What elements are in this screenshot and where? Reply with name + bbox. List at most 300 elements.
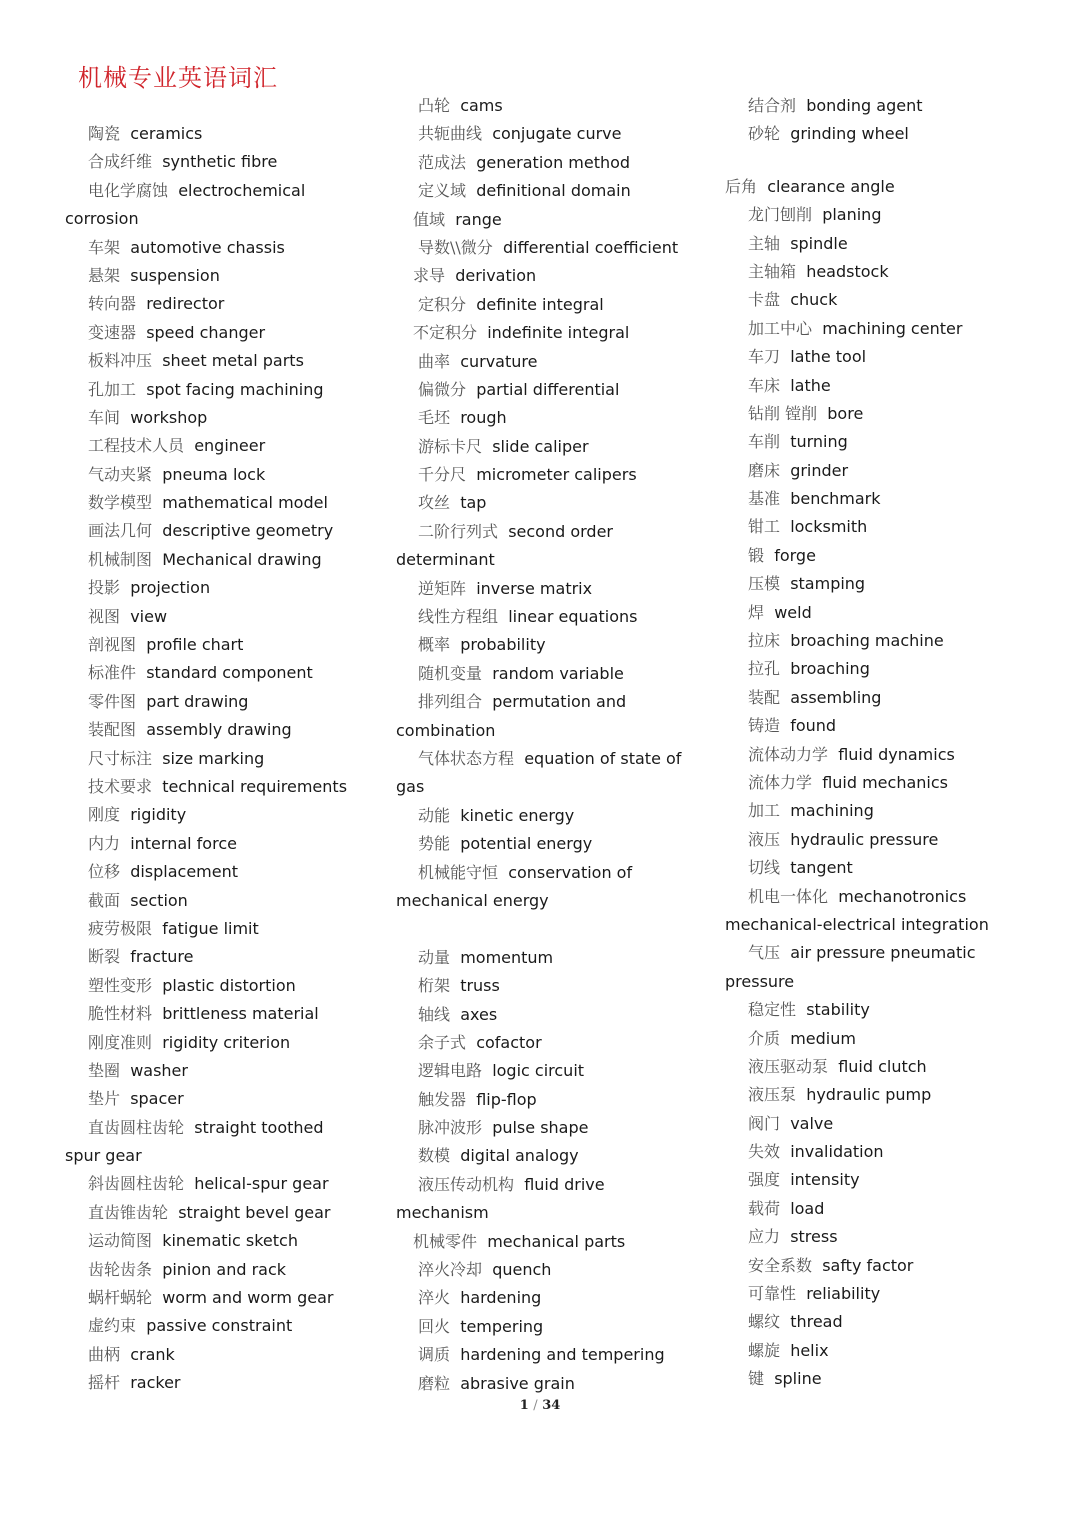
- vocab-entry: [65, 915, 347, 943]
- term-english: invalidation: [790, 1142, 884, 1162]
- term-chinese: 变速器: [88, 322, 137, 342]
- vocab-entry: [396, 1114, 681, 1142]
- term-chinese: 装配图: [88, 720, 137, 740]
- vocab-entry: [725, 968, 989, 996]
- term-english: bonding agent: [806, 96, 923, 115]
- vocab-entry: [396, 1171, 681, 1199]
- vocab-entry: [725, 854, 989, 882]
- term-chinese: 触发器: [418, 1089, 467, 1109]
- term-english: combination: [396, 720, 496, 740]
- term-english: workshop: [130, 407, 208, 427]
- vocab-column-2: [396, 92, 681, 1398]
- vocab-entry: [396, 120, 681, 148]
- term-chinese: 摇杆: [88, 1373, 121, 1393]
- vocab-entry: [725, 1110, 989, 1138]
- term-english: standard component: [146, 663, 313, 683]
- vocab-entry: [65, 489, 347, 517]
- vocab-entry: [725, 627, 989, 655]
- term-chinese: 键: [748, 1369, 765, 1389]
- term-chinese: 加工: [748, 801, 781, 821]
- vocab-entry: [65, 234, 347, 262]
- term-english: clearance angle: [767, 176, 895, 196]
- term-english: indefinite integral: [487, 323, 630, 343]
- vocab-entry: [65, 404, 347, 432]
- term-english: determinant: [396, 550, 495, 570]
- term-english: hydraulic pressure: [790, 829, 939, 849]
- term-english: technical requirements: [162, 776, 348, 796]
- term-chinese: 曲柄: [88, 1344, 121, 1364]
- term-english: lathe: [790, 375, 831, 395]
- term-english: internal force: [130, 833, 237, 853]
- term-chinese: 可靠性: [748, 1284, 797, 1304]
- vocab-column-3: [725, 92, 989, 1394]
- vocab-entry: [725, 1223, 989, 1251]
- page-current: 1: [519, 1398, 529, 1413]
- term-chinese: 毛坯: [418, 408, 451, 428]
- vocab-entry: [65, 830, 347, 858]
- term-chinese: 钻削 镗削: [748, 403, 818, 423]
- term-english: section: [130, 890, 188, 910]
- vocab-entry: [725, 1138, 989, 1166]
- term-chinese: 气体状态方程: [418, 748, 515, 768]
- term-english: cams: [460, 96, 503, 115]
- term-english: brittleness material: [162, 1004, 319, 1024]
- term-english: tap: [460, 493, 487, 513]
- vocab-entry: [65, 801, 347, 829]
- vocab-entry: [396, 92, 681, 120]
- vocab-entry: [396, 575, 681, 603]
- term-chinese: 投影: [88, 578, 121, 598]
- vocab-entry: [65, 1085, 347, 1113]
- vocab-entry: [725, 1252, 989, 1280]
- vocab-entry: [396, 1199, 681, 1227]
- term-chinese: 不定积分: [413, 323, 478, 343]
- term-chinese: 垫圈: [88, 1060, 121, 1080]
- vocab-entry: [396, 773, 681, 801]
- vocab-entry: [396, 717, 681, 745]
- vocab-entry: [396, 291, 681, 319]
- term-chinese: 淬火: [418, 1288, 451, 1308]
- vocab-entry: [65, 603, 347, 631]
- term-english: intensity: [790, 1170, 860, 1190]
- term-chinese: 钳工: [748, 517, 781, 537]
- vocab-entry: [396, 859, 681, 887]
- term-chinese: 气压: [748, 943, 781, 963]
- term-english: pulse shape: [492, 1118, 589, 1138]
- vocab-entry: [725, 400, 989, 428]
- term-english: mathematical model: [162, 493, 328, 513]
- term-chinese: 斜齿圆柱齿轮: [88, 1174, 185, 1194]
- term-english: gas: [396, 777, 425, 797]
- term-chinese: 二阶行列式: [418, 521, 499, 541]
- term-english: tangent: [790, 858, 853, 878]
- term-chinese: 动量: [418, 947, 451, 967]
- vocab-entry: [65, 517, 347, 545]
- term-chinese: 概率: [418, 635, 451, 655]
- vocab-entry: [396, 830, 681, 858]
- vocab-entry: [396, 1142, 681, 1170]
- term-english: redirector: [146, 294, 225, 314]
- term-english: view: [130, 606, 168, 626]
- term-chinese: 悬架: [88, 265, 121, 285]
- term-chinese: 数学模型: [88, 493, 153, 513]
- vocab-entry: [725, 92, 989, 120]
- vocab-entry: [396, 1029, 681, 1057]
- term-chinese: 压模: [748, 574, 781, 594]
- term-english: chuck: [790, 290, 838, 310]
- term-chinese: 液压: [748, 829, 781, 849]
- document-title: 机械专业英语词汇: [78, 64, 278, 92]
- term-english: rigidity criterion: [162, 1032, 291, 1052]
- vocab-entry: [396, 660, 681, 688]
- term-english: grinder: [790, 460, 849, 480]
- page-separator: /: [533, 1398, 538, 1413]
- term-english: weld: [774, 602, 812, 622]
- term-english: partial differential: [476, 379, 620, 399]
- vocab-entry: [396, 489, 681, 517]
- term-english: racker: [130, 1373, 181, 1393]
- term-english: pinion and rack: [162, 1259, 287, 1279]
- term-english: fracture: [130, 947, 194, 967]
- term-english: spindle: [790, 233, 848, 253]
- term-english: mechanotronics: [838, 886, 967, 906]
- term-english: found: [790, 716, 837, 736]
- term-chinese: 车间: [88, 407, 121, 427]
- term-english: displacement: [130, 862, 239, 882]
- term-chinese: 剖视图: [88, 635, 137, 655]
- term-chinese: 数模: [418, 1146, 451, 1166]
- term-chinese: 齿轮齿条: [88, 1259, 153, 1279]
- term-english: micrometer calipers: [476, 465, 637, 485]
- term-english: bore: [827, 403, 864, 423]
- vocab-entry: [396, 1086, 681, 1114]
- vocab-entry: [65, 432, 347, 460]
- term-english: conjugate curve: [492, 124, 622, 144]
- vocab-entry: [65, 972, 347, 1000]
- vocab-entry: [396, 1057, 681, 1085]
- term-english: speed changer: [146, 322, 266, 342]
- vocab-entry: [65, 1114, 347, 1142]
- term-english: kinetic energy: [460, 805, 575, 825]
- vocab-entry: [65, 1341, 347, 1369]
- vocab-entry: [65, 773, 347, 801]
- term-chinese: 龙门刨削: [748, 205, 813, 225]
- vocab-entry: [725, 655, 989, 683]
- vocab-entry: [725, 741, 989, 769]
- term-english: automotive chassis: [130, 237, 285, 257]
- term-chinese: 垫片: [88, 1089, 121, 1109]
- term-chinese: 介质: [748, 1028, 781, 1048]
- term-english: derivation: [455, 266, 537, 286]
- term-english: flip-flop: [476, 1089, 537, 1109]
- term-chinese: 机械零件: [413, 1231, 478, 1251]
- term-english: abrasive grain: [460, 1373, 575, 1393]
- vocab-entry: [725, 1308, 989, 1336]
- vocab-entry: [725, 769, 989, 797]
- term-english: size marking: [162, 748, 265, 768]
- vocab-entry: [65, 858, 347, 886]
- term-chinese: 流体动力学: [748, 744, 829, 764]
- vocab-entry: [725, 149, 989, 173]
- term-english: truss: [460, 976, 500, 996]
- term-english: locksmith: [790, 517, 868, 537]
- vocab-entry: [65, 120, 347, 148]
- term-chinese: 强度: [748, 1170, 781, 1190]
- term-chinese: 直齿锥齿轮: [88, 1202, 169, 1222]
- term-chinese: 导数\\微分: [418, 237, 493, 257]
- term-english: engineer: [194, 436, 266, 456]
- term-english: benchmark: [790, 489, 881, 509]
- term-chinese: 拉床: [748, 631, 781, 651]
- term-chinese: 卡盘: [748, 290, 781, 310]
- vocab-entry: [65, 347, 347, 375]
- term-chinese: 技术要求: [88, 776, 153, 796]
- vocab-entry: [725, 570, 989, 598]
- vocab-entry: [725, 1195, 989, 1223]
- vocab-entry: [65, 1369, 347, 1397]
- term-chinese: 标准件: [88, 663, 137, 683]
- term-chinese: 断裂: [88, 947, 121, 967]
- term-english: straight bevel gear: [178, 1202, 331, 1222]
- term-english: axes: [460, 1004, 498, 1024]
- term-chinese: 螺旋: [748, 1340, 781, 1360]
- term-english: stability: [806, 1000, 870, 1020]
- term-english: washer: [130, 1060, 188, 1080]
- term-chinese: 定积分: [418, 294, 467, 314]
- term-chinese: 虚约束: [88, 1316, 137, 1336]
- term-english: lathe tool: [790, 347, 867, 367]
- vocab-entry: [396, 603, 681, 631]
- term-english: linear equations: [508, 607, 638, 627]
- term-english: definitional domain: [476, 181, 631, 201]
- vocab-entry: [725, 1365, 989, 1393]
- term-english: machining center: [822, 318, 963, 338]
- vocab-entry: [396, 149, 681, 177]
- vocab-entry: [65, 205, 347, 233]
- vocab-entry: [725, 201, 989, 229]
- term-chinese: 内力: [88, 833, 121, 853]
- term-english: stress: [790, 1227, 838, 1247]
- vocab-entry: [725, 883, 989, 911]
- term-english: valve: [790, 1113, 834, 1133]
- vocab-entry: [396, 206, 681, 234]
- vocab-entry: [65, 290, 347, 318]
- term-english: mechanism: [396, 1203, 489, 1223]
- term-chinese: 加工中心: [748, 318, 813, 338]
- term-english: safty factor: [822, 1255, 914, 1275]
- vocab-entry: [65, 1256, 347, 1284]
- term-english: part drawing: [146, 691, 249, 711]
- vocab-entry: [725, 1166, 989, 1194]
- vocab-entry: [65, 1312, 347, 1340]
- vocab-entry: [65, 745, 347, 773]
- term-chinese: 板料冲压: [88, 351, 153, 371]
- term-english: electrochemical: [178, 180, 306, 200]
- term-english: broaching: [790, 659, 870, 679]
- term-chinese: 运动简图: [88, 1231, 153, 1251]
- vocab-entry: [396, 688, 681, 716]
- vocab-entry: [725, 1053, 989, 1081]
- vocab-entry: [725, 485, 989, 513]
- term-chinese: 机械能守恒: [418, 862, 499, 882]
- vocab-entry: [396, 631, 681, 659]
- term-chinese: 阀门: [748, 1113, 781, 1133]
- vocab-entry: [396, 319, 681, 347]
- term-chinese: 磨粒: [418, 1373, 451, 1393]
- term-chinese: 结合剂: [748, 96, 797, 115]
- term-english: mechanical-electrical integration: [725, 914, 989, 934]
- term-chinese: 截面: [88, 890, 121, 910]
- term-english: stamping: [790, 574, 866, 594]
- vocab-entry: [65, 631, 347, 659]
- term-english: forge: [774, 545, 816, 565]
- term-english: random variable: [492, 663, 624, 683]
- term-english: thread: [790, 1312, 843, 1332]
- term-english: plastic distortion: [162, 975, 296, 995]
- term-chinese: 拉孔: [748, 659, 781, 679]
- term-chinese: 气动夹紧: [88, 464, 153, 484]
- term-english: second order: [508, 521, 613, 541]
- term-english: spur gear: [65, 1146, 142, 1166]
- term-chinese: 回火: [418, 1316, 451, 1336]
- term-chinese: 凸轮: [418, 96, 451, 115]
- term-english: tempering: [460, 1316, 544, 1336]
- term-english: inverse matrix: [476, 578, 593, 598]
- vocab-entry: [65, 177, 347, 205]
- term-chinese: 曲率: [418, 351, 451, 371]
- term-english: rigidity: [130, 805, 187, 825]
- term-chinese: 载荷: [748, 1198, 781, 1218]
- vocab-column-1: [65, 120, 347, 1398]
- vocab-entry: [725, 911, 989, 939]
- vocab-entry: [725, 1081, 989, 1109]
- term-chinese: 失效: [748, 1142, 781, 1162]
- vocab-entry: [65, 1000, 347, 1028]
- term-english: range: [455, 209, 502, 229]
- term-chinese: 蜗杆蜗轮: [88, 1288, 153, 1308]
- term-chinese: 工程技术人员: [88, 436, 185, 456]
- term-chinese: 攻丝: [418, 493, 451, 513]
- term-english: mechanical parts: [487, 1231, 626, 1251]
- term-chinese: 随机变量: [418, 663, 483, 683]
- term-chinese: 陶瓷: [88, 124, 121, 143]
- term-english: load: [790, 1198, 825, 1218]
- vocab-entry: [65, 1284, 347, 1312]
- term-english: helical-spur gear: [194, 1174, 329, 1194]
- vocab-entry: [65, 1057, 347, 1085]
- term-chinese: 后角: [725, 176, 758, 196]
- term-english: mechanical energy: [396, 890, 549, 910]
- vocab-entry: [65, 461, 347, 489]
- term-chinese: 千分尺: [418, 465, 467, 485]
- vocab-entry: [396, 262, 681, 290]
- term-chinese: 余子式: [418, 1032, 467, 1052]
- term-english: momentum: [460, 947, 554, 967]
- term-english: helix: [790, 1340, 829, 1360]
- term-chinese: 范成法: [418, 152, 467, 172]
- term-english: logic circuit: [492, 1061, 585, 1081]
- term-english: suspension: [130, 265, 220, 285]
- vocab-entry: [65, 262, 347, 290]
- vocab-entry: [725, 428, 989, 456]
- term-chinese: 调质: [418, 1345, 451, 1365]
- term-chinese: 线性方程组: [418, 607, 499, 627]
- vocab-entry: [725, 797, 989, 825]
- term-english: projection: [130, 578, 211, 598]
- term-english: profile chart: [146, 635, 244, 655]
- term-chinese: 逻辑电路: [418, 1061, 483, 1081]
- vocab-entry: [396, 1370, 681, 1398]
- term-chinese: 动能: [418, 805, 451, 825]
- term-chinese: 淬火冷却: [418, 1260, 483, 1280]
- term-chinese: 稳定性: [748, 1000, 797, 1020]
- vocab-entry: [396, 915, 681, 943]
- term-english: fluid clutch: [838, 1056, 927, 1076]
- term-chinese: 孔加工: [88, 379, 137, 399]
- term-english: descriptive geometry: [162, 521, 334, 541]
- term-chinese: 尺寸标注: [88, 748, 153, 768]
- vocab-entry: [396, 461, 681, 489]
- term-chinese: 螺纹: [748, 1312, 781, 1332]
- term-chinese: 桁架: [418, 976, 451, 996]
- vocab-entry: [65, 376, 347, 404]
- term-chinese: 安全系数: [748, 1255, 813, 1275]
- term-chinese: 磨床: [748, 460, 781, 480]
- vocab-entry: [396, 1001, 681, 1029]
- term-english: headstock: [806, 261, 889, 281]
- term-english: corrosion: [65, 209, 139, 229]
- term-english: equation of state of: [524, 748, 682, 768]
- term-english: fluid mechanics: [822, 772, 948, 792]
- term-chinese: 机电一体化: [748, 886, 829, 906]
- term-chinese: 势能: [418, 834, 451, 854]
- term-english: air pressure pneumatic: [790, 943, 976, 963]
- vocab-entry: [396, 972, 681, 1000]
- term-chinese: 脆性材料: [88, 1004, 153, 1024]
- term-chinese: 锻: [748, 545, 765, 565]
- term-chinese: 切线: [748, 858, 781, 878]
- term-chinese: 刚度: [88, 805, 121, 825]
- vocab-entry: [725, 230, 989, 258]
- vocab-entry: [396, 348, 681, 376]
- term-chinese: 液压泵: [748, 1085, 797, 1105]
- term-chinese: 刚度准则: [88, 1032, 153, 1052]
- vocab-entry: [725, 513, 989, 541]
- vocab-entry: [396, 546, 681, 574]
- term-chinese: 轴线: [418, 1004, 451, 1024]
- term-english: hardening and tempering: [460, 1345, 665, 1365]
- term-chinese: 偏微分: [418, 379, 467, 399]
- term-chinese: 脉冲波形: [418, 1118, 483, 1138]
- term-english: broaching machine: [790, 631, 944, 651]
- term-english: definite integral: [476, 294, 604, 314]
- vocab-entry: [65, 574, 347, 602]
- term-english: sheet metal parts: [162, 351, 304, 371]
- term-chinese: 车刀: [748, 347, 781, 367]
- vocab-entry: [396, 1313, 681, 1341]
- term-english: straight toothed: [194, 1117, 324, 1137]
- vocab-entry: [396, 745, 681, 773]
- term-chinese: 主轴: [748, 233, 781, 253]
- term-chinese: 基准: [748, 489, 781, 509]
- term-english: hardening: [460, 1288, 542, 1308]
- term-english: hydraulic pump: [806, 1085, 932, 1105]
- term-chinese: 液压传动机构: [418, 1174, 515, 1194]
- term-english: digital analogy: [460, 1146, 579, 1166]
- vocab-entry: [396, 376, 681, 404]
- term-english: spline: [774, 1369, 822, 1389]
- term-chinese: 值域: [413, 209, 446, 229]
